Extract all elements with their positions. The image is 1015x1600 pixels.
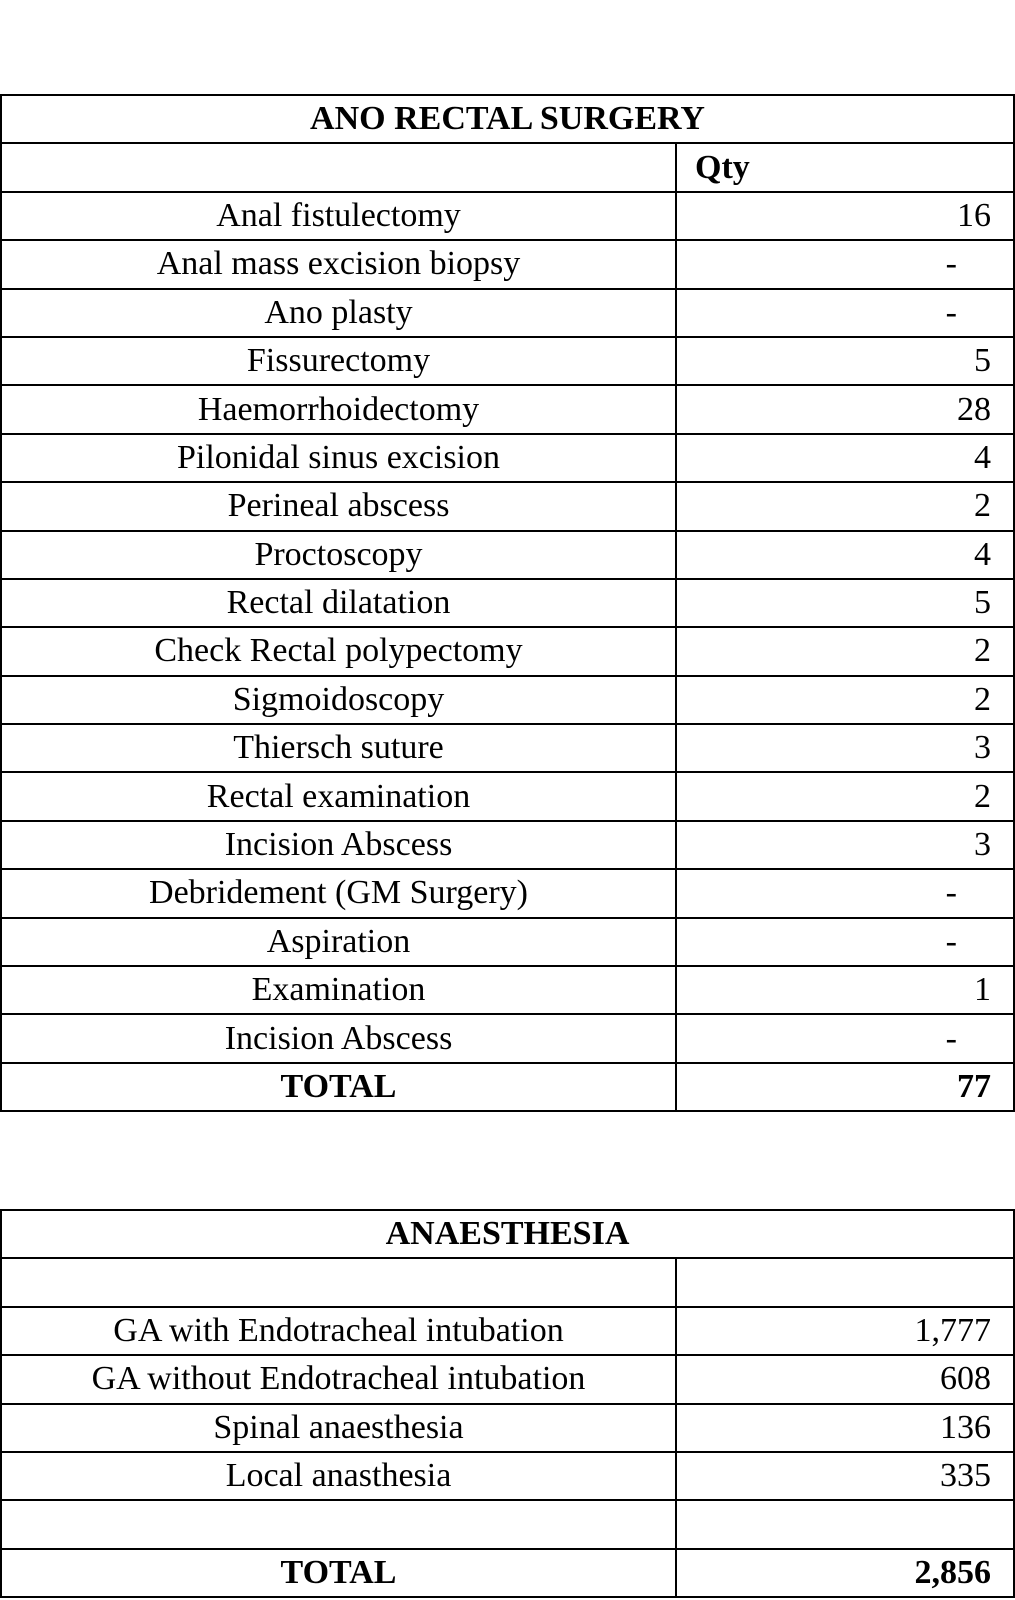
procedure-name: Proctoscopy	[1, 531, 676, 579]
table-row	[1, 289, 1014, 337]
table-row	[1, 1014, 1014, 1062]
qty-header: Qty	[676, 143, 1014, 191]
procedure-qty: -	[676, 869, 1014, 917]
table-row	[1, 531, 1014, 579]
procedure-name: Haemorrhoidectomy	[1, 385, 676, 433]
procedure-name: Anal fistulectomy	[1, 192, 676, 240]
table-row	[1, 821, 1014, 869]
procedure-name: Pilonidal sinus excision	[1, 434, 676, 482]
procedure-qty: 3	[676, 724, 1014, 772]
total-value: 2,856	[676, 1549, 1014, 1597]
table-row	[1, 240, 1014, 288]
procedure-name: Incision Abscess	[1, 821, 676, 869]
total-label: TOTAL	[1, 1549, 676, 1597]
procedure-name: Perineal abscess	[1, 482, 676, 530]
total-label: TOTAL	[1, 1063, 676, 1111]
procedure-qty: 1	[676, 966, 1014, 1014]
total-row	[1, 1549, 1014, 1597]
procedure-qty: 4	[676, 531, 1014, 579]
table-row	[1, 1307, 1014, 1355]
procedure-name: Ano plasty	[1, 289, 676, 337]
procedure-name: Sigmoidoscopy	[1, 676, 676, 724]
procedure-qty: 2	[676, 676, 1014, 724]
table-title: ANAESTHESIA	[1, 1210, 1014, 1258]
table-row	[1, 1404, 1014, 1452]
procedure-qty: -	[676, 918, 1014, 966]
table-row	[1, 192, 1014, 240]
anaesthesia-type: GA without Endotracheal intubation	[1, 1355, 676, 1403]
ano-rectal-surgery-table	[0, 94, 1015, 1112]
table-row	[1, 966, 1014, 1014]
anaesthesia-type: GA with Endotracheal intubation	[1, 1307, 676, 1355]
anaesthesia-qty: 136	[676, 1404, 1014, 1452]
procedure-qty: 2	[676, 627, 1014, 675]
procedure-name: Anal mass excision biopsy	[1, 240, 676, 288]
table-row	[1, 482, 1014, 530]
table-row	[1, 337, 1014, 385]
anaesthesia-type: Local anasthesia	[1, 1452, 676, 1500]
table-row	[1, 772, 1014, 820]
procedure-name: Fissurectomy	[1, 337, 676, 385]
table-row	[1, 676, 1014, 724]
table-row	[1, 434, 1014, 482]
empty-row	[1, 1258, 1014, 1306]
procedure-qty: 4	[676, 434, 1014, 482]
table-title: ANO RECTAL SURGERY	[1, 95, 1014, 143]
procedure-name: Aspiration	[1, 918, 676, 966]
anaesthesia-type: Spinal anaesthesia	[1, 1404, 676, 1452]
total-row	[1, 1063, 1014, 1111]
table-title-row	[1, 1210, 1014, 1258]
procedure-name: Check Rectal polypectomy	[1, 627, 676, 675]
procedure-qty: -	[676, 289, 1014, 337]
procedure-name: Examination	[1, 966, 676, 1014]
table-row	[1, 1355, 1014, 1403]
procedure-qty: 28	[676, 385, 1014, 433]
empty-cell	[1, 1500, 676, 1548]
procedure-name: Rectal examination	[1, 772, 676, 820]
procedure-qty: -	[676, 1014, 1014, 1062]
procedure-name: Thiersch suture	[1, 724, 676, 772]
procedure-qty: 2	[676, 482, 1014, 530]
table-title-row	[1, 95, 1014, 143]
anaesthesia-qty: 1,777	[676, 1307, 1014, 1355]
table-row	[1, 724, 1014, 772]
procedure-qty: 3	[676, 821, 1014, 869]
empty-cell	[676, 1258, 1014, 1306]
procedure-qty: 5	[676, 579, 1014, 627]
empty-cell	[1, 1258, 676, 1306]
total-value: 77	[676, 1063, 1014, 1111]
empty-cell	[676, 1500, 1014, 1548]
procedure-qty: -	[676, 240, 1014, 288]
anaesthesia-qty: 608	[676, 1355, 1014, 1403]
table-row	[1, 918, 1014, 966]
header-empty-cell	[1, 143, 676, 191]
empty-row	[1, 1500, 1014, 1548]
table-row	[1, 385, 1014, 433]
procedure-qty: 16	[676, 192, 1014, 240]
table-row	[1, 627, 1014, 675]
procedure-qty: 2	[676, 772, 1014, 820]
table-row	[1, 869, 1014, 917]
column-header-row	[1, 143, 1014, 191]
procedure-name: Debridement (GM Surgery)	[1, 869, 676, 917]
anaesthesia-qty: 335	[676, 1452, 1014, 1500]
table-row	[1, 1452, 1014, 1500]
table-row	[1, 579, 1014, 627]
anaesthesia-table	[0, 1209, 1015, 1598]
procedure-qty: 5	[676, 337, 1014, 385]
procedure-name: Rectal dilatation	[1, 579, 676, 627]
procedure-name: Incision Abscess	[1, 1014, 676, 1062]
